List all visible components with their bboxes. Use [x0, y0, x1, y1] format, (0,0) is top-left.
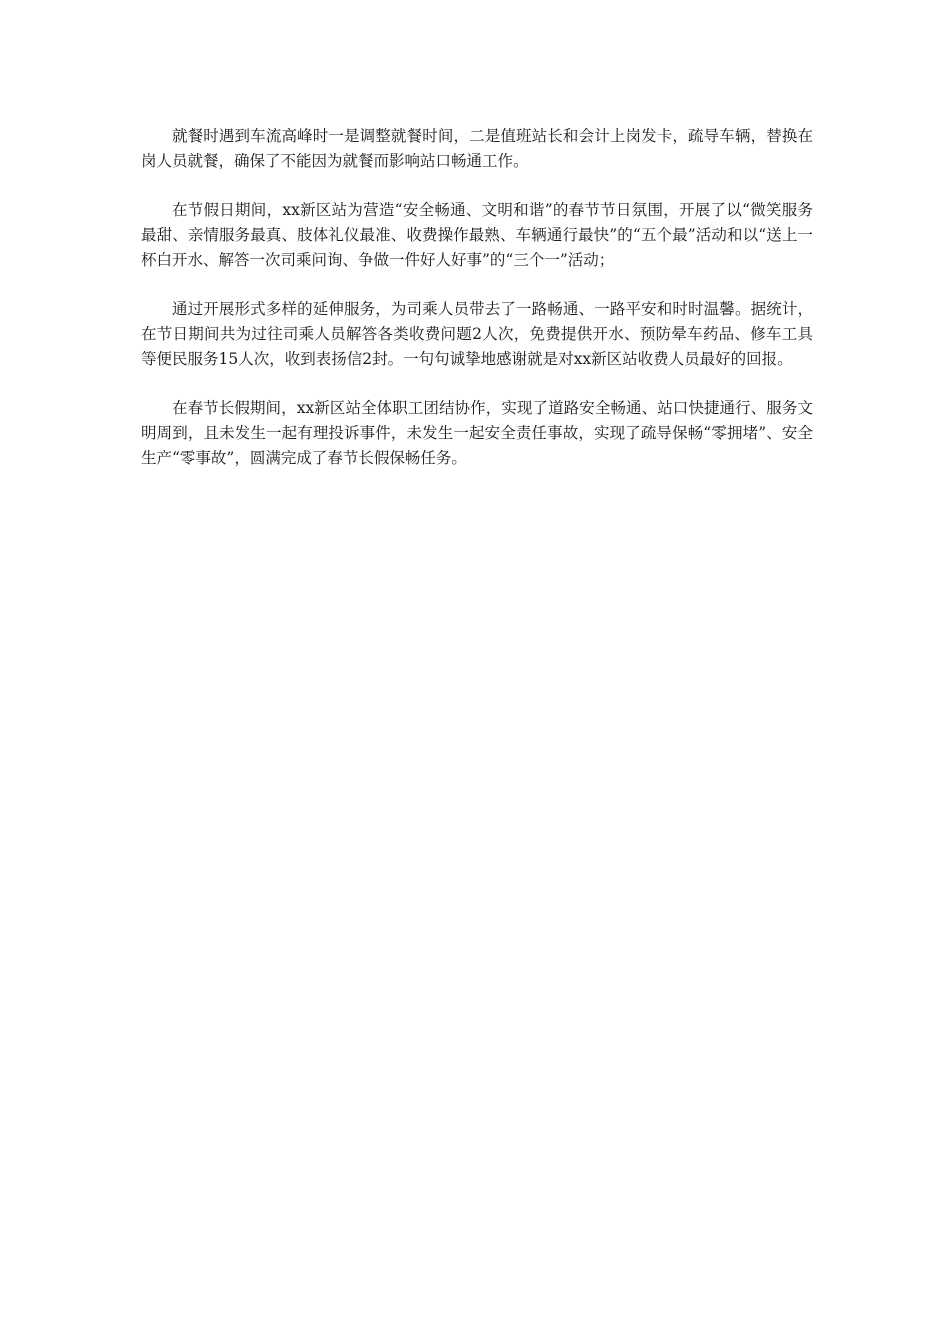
paragraph-holiday-summary: 在春节长假期间，xx新区站全体职工团结协作，实现了道路安全畅通、站口快捷通行、服务文明周到，且未发生一起有理投诉事件，未发生一起安全责任事故，实现了疏导保畅“零拥堵”、安全生产“零事故”，圆满完成了春节长假保畅任务。 — [141, 399, 813, 467]
paragraph-holiday-activities: 在节假日期间，xx新区站为营造“安全畅通、文明和谐”的春节节日氛围，开展了以“微笑服务最甜、亲情服务最真、肢体礼仪最准、收费操作最熟、车辆通行最快”的“五个最”活动和以“送上一杯白开水、解答一次司乘问询、争做一件好人好事”的“三个一”活动； — [141, 201, 813, 269]
document-body — [141, 124, 813, 495]
paragraph-extended-service: 通过开展形式多样的延伸服务，为司乘人员带去了一路畅通、一路平安和时时温馨。据统计，在节日期间共为过往司乘人员解答各类收费问题2人次，免费提供开水、预防晕车药品、修车工具等便民服务15人次，收到表扬信2封。一句句诚挚地感谢就是对xx新区站收费人员最好的回报。 — [141, 300, 813, 368]
paragraph-meal-time: 就餐时遇到车流高峰时一是调整就餐时间，二是值班站长和会计上岗发卡，疏导车辆，替换在岗人员就餐，确保了不能因为就餐而影响站口畅通工作。 — [141, 127, 813, 170]
